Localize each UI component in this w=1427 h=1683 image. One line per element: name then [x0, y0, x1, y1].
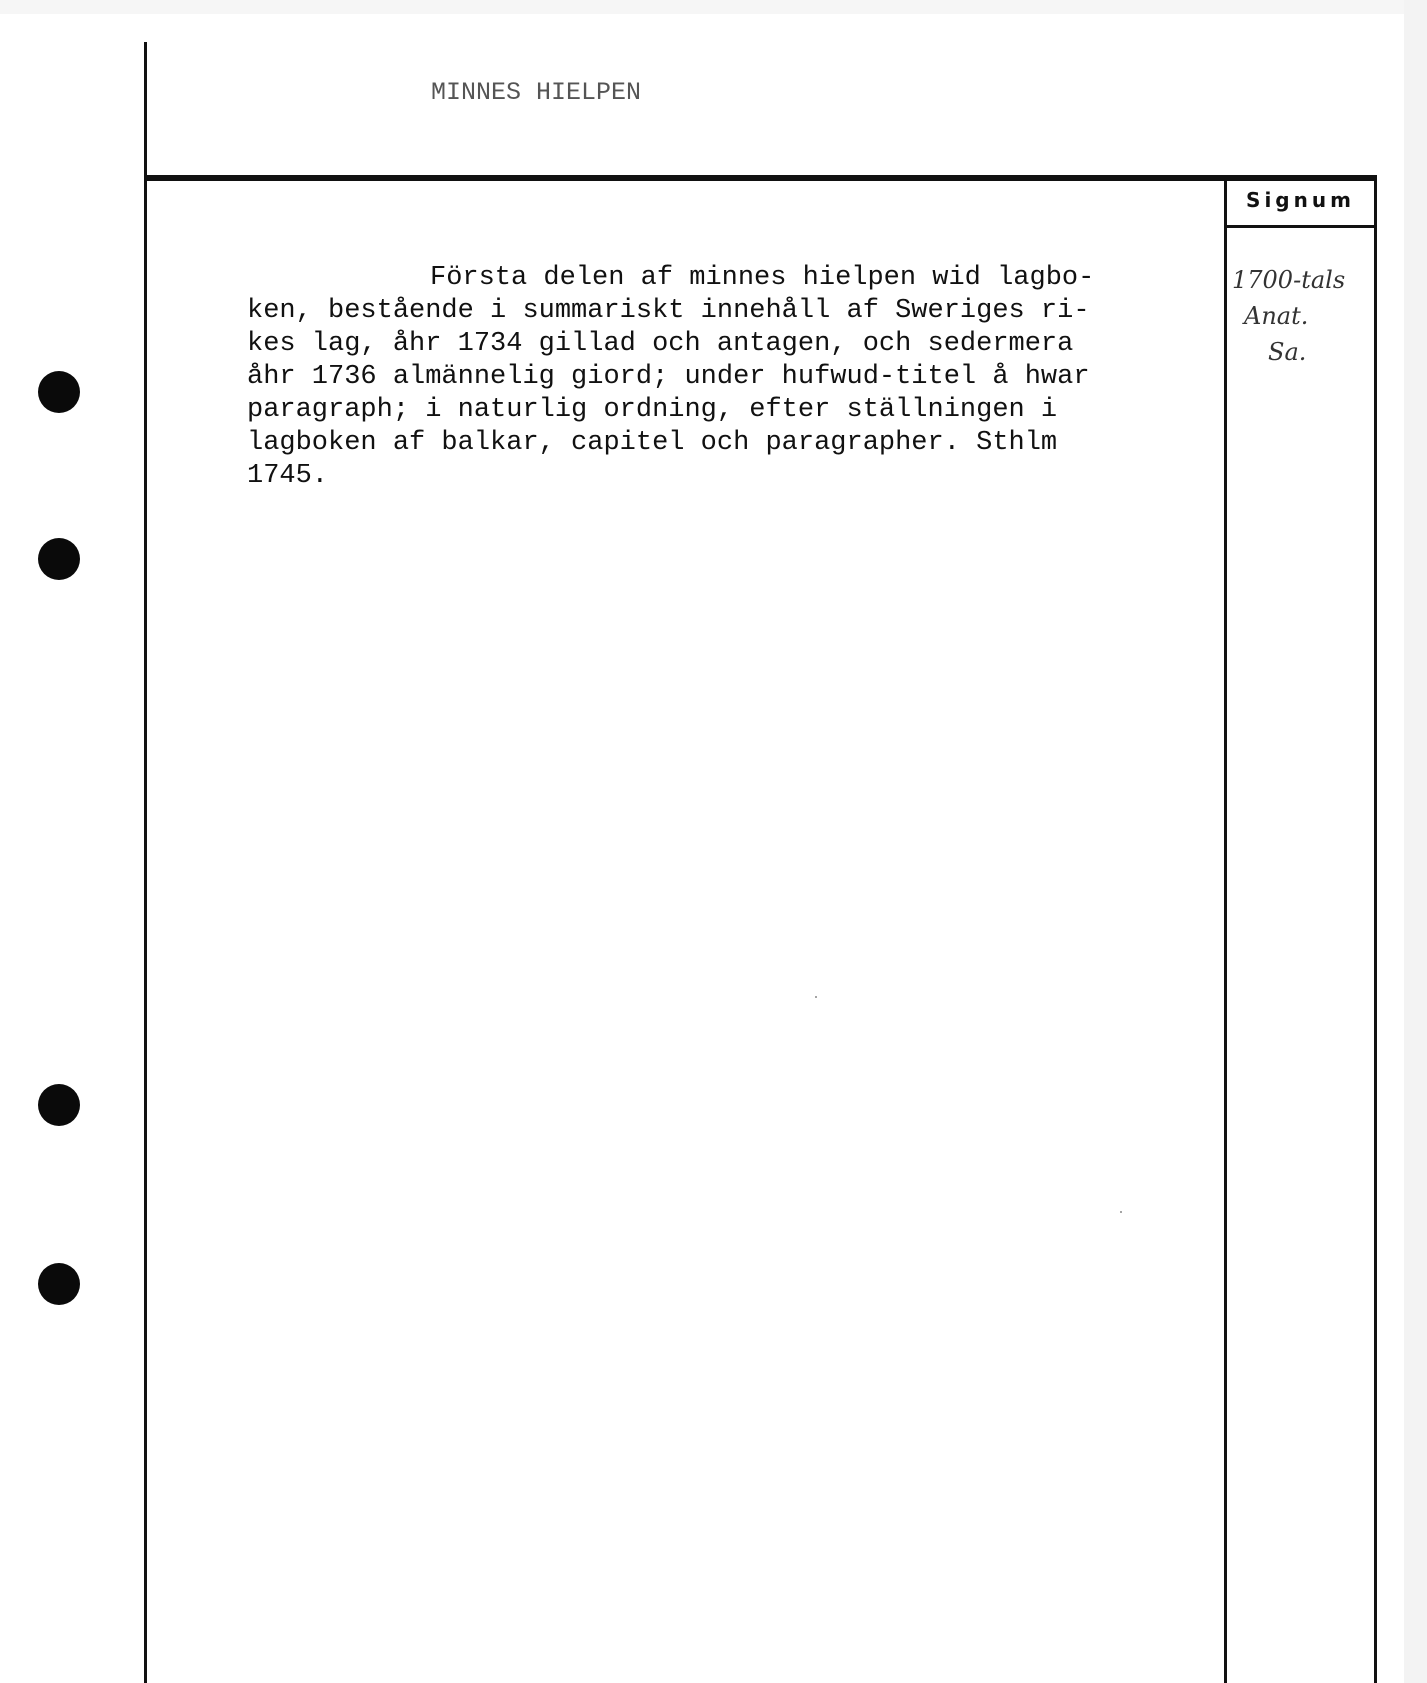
entry-line: ken, bestående i summariskt innehåll af Sweriges ri- — [247, 296, 1090, 326]
entry-line: 1745. — [247, 461, 329, 491]
signum-column-left-rule — [1224, 181, 1227, 1683]
card-heading: MINNES HIELPEN — [431, 78, 642, 107]
entry-line: kes lag, åhr 1734 gillad och antagen, och sedermera — [247, 329, 1074, 359]
entry-line: paragraph; i naturlig ordning, efter ställningen i — [247, 395, 1058, 425]
binder-hole — [38, 1084, 80, 1126]
entry-line: Första delen af minnes hielpen wid lagbo- — [430, 263, 1095, 293]
signum-handwritten-note — [1232, 262, 1372, 370]
signum-note-line: Anat. — [1244, 302, 1309, 330]
paper-speck — [1120, 1211, 1122, 1213]
scan-edge-right — [1404, 0, 1427, 1683]
binder-hole — [38, 371, 80, 413]
signum-label-underline — [1224, 225, 1377, 228]
card-header-rule — [144, 175, 1377, 181]
signum-column-right-rule — [1374, 181, 1377, 1683]
signum-note-line: Sa. — [1268, 338, 1307, 366]
entry-line: lagboken af balkar, capitel och paragrapher. Sthlm — [247, 428, 1058, 458]
catalog-entry-text — [247, 262, 1207, 493]
signum-note-line: 1700-tals — [1232, 266, 1346, 294]
paper-speck — [815, 996, 817, 998]
card-left-rule — [144, 42, 147, 1683]
binder-hole — [38, 538, 80, 580]
entry-line: åhr 1736 almännelig giord; under hufwud-titel å hwar — [247, 362, 1090, 392]
binder-hole — [38, 1263, 80, 1305]
signum-label: Signum — [1246, 188, 1355, 212]
scan-edge-top — [0, 0, 1427, 14]
